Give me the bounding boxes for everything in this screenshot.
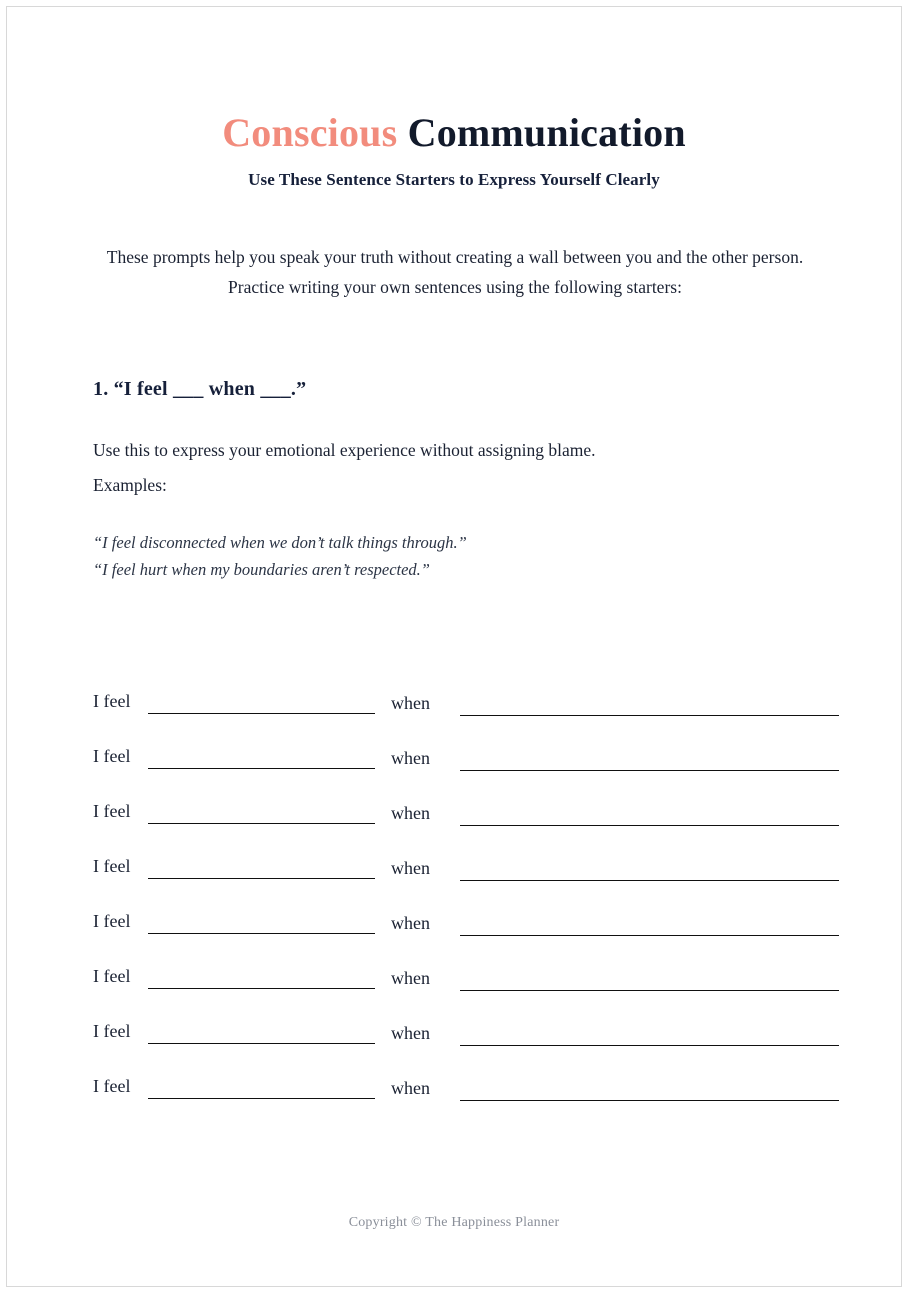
worksheet-row [7,964,901,1019]
row-lead-label: I feel [93,746,131,766]
examples-list [93,529,467,583]
example-line: “I feel hurt when my boundaries aren’t respected.” [93,560,430,579]
row-situation-blank[interactable] [460,1045,839,1046]
row-mid-label: when [391,803,430,823]
row-mid-label: when [391,693,430,713]
row-lead-label: I feel [93,801,131,821]
examples-label: Examples: [93,475,167,495]
row-feeling-blank[interactable] [148,878,375,879]
example-line: “I feel disconnected when we don’t talk things through.” [93,533,467,552]
section-description: Use this to express your emotional experience without assigning blame. [93,439,596,460]
worksheet-row [7,909,901,964]
row-lead-label: I feel [93,1076,131,1096]
page-title-main-word: Communication [407,109,686,155]
row-situation-blank[interactable] [460,770,839,771]
row-situation-blank[interactable] [460,1100,839,1101]
row-mid-label: when [391,913,430,933]
row-situation-blank[interactable] [460,825,839,826]
row-lead-label: I feel [93,1021,131,1041]
row-feeling-blank[interactable] [148,823,375,824]
row-situation-blank[interactable] [460,935,839,936]
row-mid-label: when [391,1023,430,1043]
row-feeling-blank[interactable] [148,933,375,934]
page-subtitle: Use These Sentence Starters to Express Yourself Clearly [248,170,660,189]
row-lead-label: I feel [93,911,131,931]
row-situation-blank[interactable] [460,990,839,991]
worksheet-row [7,854,901,909]
row-mid-label: when [391,968,430,988]
row-lead-label: I feel [93,966,131,986]
row-feeling-blank[interactable] [148,1043,375,1044]
page-title-accent-word: Conscious [222,109,398,155]
worksheet-page [6,6,902,1287]
worksheet-row [7,799,901,854]
worksheet-row [7,744,901,799]
worksheet-row [7,689,901,744]
worksheet-row [7,1019,901,1074]
worksheet-row [7,1074,901,1129]
intro-paragraph: These prompts help you speak your truth without creating a wall between you and the other person. Practice writing your own sentences using the following starters: [106,246,804,297]
row-feeling-blank[interactable] [148,988,375,989]
row-feeling-blank[interactable] [148,713,375,714]
row-mid-label: when [391,748,430,768]
row-feeling-blank[interactable] [148,768,375,769]
section-heading: 1. “I feel ___ when ___.” [93,377,307,400]
page-content [7,7,901,1286]
row-lead-label: I feel [93,691,131,711]
row-lead-label: I feel [93,856,131,876]
row-mid-label: when [391,1078,430,1098]
page-title-space [397,110,407,155]
row-mid-label: when [391,858,430,878]
footer-copyright: Copyright © The Happiness Planner [348,1215,560,1230]
page-title [7,110,901,156]
row-feeling-blank[interactable] [148,1098,375,1099]
row-situation-blank[interactable] [460,880,839,881]
row-situation-blank[interactable] [460,715,839,716]
worksheet-rows [7,689,901,1129]
